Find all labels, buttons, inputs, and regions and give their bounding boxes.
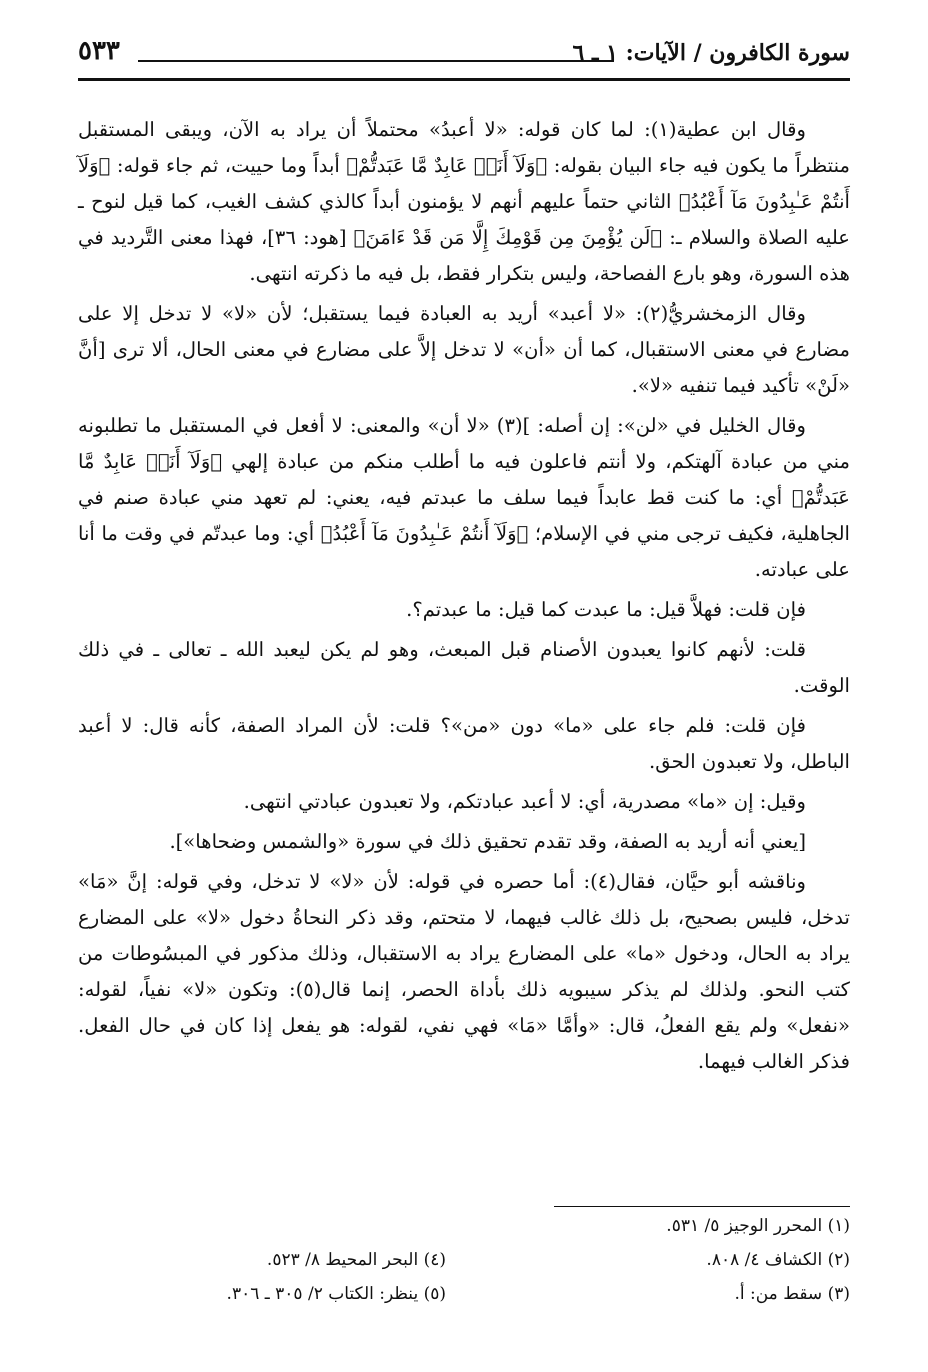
paragraph-question-2: فإن قلت: فلم جاء على «ما» دون «من»؟ قلت: لأن المراد الصفة، كأنه قال: لا أعبد الباطل، ولا تعبدون الحق.	[78, 714, 850, 773]
paragraph-khalil: وقال الخليل في «لن»: إن أصله: ](٣) «لا أن» والمعنى: لا أفعل في المستقبل ما تطلبونه مني من عبادة آلهتكم، ولا أنتم فاعلون فيه ما أطلب منكم من عبادة إلهي ﴿وَلَآ أَنَا۠ عَابِدٌ مَّا عَبَدتُّمْ﴾ أي: ما كنت قط عابداً فيما سلف ما عبدتم فيه، يعني: لم تعهد مني عبادة صنم في الجاهلية، فكيف ترجى مني في الإسلام؛ ﴿وَلَآ أَنتُمْ عَـٰبِدُونَ مَآ أَعْبُدُ﴾ أي: وما عبدتّم في وقت ما أنا على عبادته.	[78, 414, 850, 581]
paragraph-ibn-atiyya: وقال ابن عطية(١): لما كان قوله: «لا أعبدُ» محتملاً أن يراد به الآن، ويبقى المستقبل منتظراً ما يكون فيه جاء البيان بقوله: ﴿وَلَآ أَنَا۠ عَابِدٌ مَّا عَبَدتُّمْ﴾ أبداً وما حييت، ثم جاء قوله: ﴿وَلَآ أَنتُمْ عَـٰبِدُونَ مَآ أَعْبُدُ﴾ الثاني حتماً عليهم أنهم لا يؤمنون أبداً كالذي كشف الغيب، كما قيل لنوح ـ عليه الصلاة والسلام ـ: ﴿لَن يُؤْمِنَ مِن قَوْمِكَ إِلَّا مَن قَدْ ءَامَنَ﴾ [هود: ٣٦]، فهذا معنى التَّرديد في هذه السورة، وهو بارع الفصاحة، وليس بتكرار فقط، بل فيه ما ذكرته انتهى.	[78, 118, 850, 285]
paragraph-masdariyya: وقيل: إن «ما» مصدرية، أي: لا أعبد عبادتكم، ولا تعبدون عبادتي انتهى.	[243, 790, 806, 813]
footnote-4: (٤) البحر المحيط ٨/ ٥٢٣.	[266, 1250, 446, 1270]
footnote-5: (٥) ينظر: الكتاب ٢/ ٣٠٥ ـ ٣٠٦.	[226, 1284, 446, 1304]
footnote-3: (٣) سقط من: أ.	[734, 1284, 850, 1304]
footnotes	[78, 1216, 850, 1326]
header-rule	[138, 60, 614, 62]
paragraph-question-1: فإن قلت: فهلاَّ قيل: ما عبدت كما قيل: ما عبدتم؟.	[406, 598, 806, 621]
paragraph-zamakhshari: وقال الزمخشريُّ(٢): «لا أعبد» أريد به العبادة فيما يستقبل؛ لأن «لا» لا تدخل إلا على مضارع في معنى الاستقبال، كما أن «أن» لا تدخل إلاَّ على مضارع في معنى الحال، ألا ترى [أنَّ «لَنْ» تأكيد فيما تنفيه «لا».	[78, 302, 850, 397]
page-number: ٥٣٣	[78, 36, 120, 66]
main-text	[78, 112, 850, 1084]
paragraph-answer-1: قلت: لأنهم كانوا يعبدون الأصنام قبل المبعث، وهو لم يكن ليعبد الله ـ تعالى ـ في ذلك الوقت.	[78, 638, 850, 697]
paragraph-bracketed-note: [يعني أنه أريد به الصفة، وقد تقدم تحقيق ذلك في سورة «والشمس وضحاها»].	[169, 830, 806, 853]
footnote-2: (٢) الكشاف ٤/ ٨٠٨.	[706, 1250, 850, 1270]
surah-title: سورة الكافرون / الآيات: ١ ـ ٦	[572, 40, 850, 66]
running-header	[78, 30, 850, 90]
header-divider	[78, 78, 850, 81]
footnote-divider	[554, 1206, 850, 1207]
paragraph-abu-hayyan: وناقشه أبو حيَّان، فقال(٤): أما حصره في قوله: لأن «لا» لا تدخل، وفي قوله: إنَّ «مَا» تدخل، فليس بصحيح، بل ذلك غالب فيهما، لا متحتم، وقد ذكر النحاةُ دخول «لا» على المضارع يراد به الحال، ودخول «ما» على المضارع يراد به الاستقبال، وذلك مذكور في المبسُوطات من كتب النحو. ولذلك لم يذكر سيبويه ذلك بأداة الحصر، إنما قال(٥): وتكون «لا» نفياً، لقوله: «نفعل» ولم يقع الفعلُ، قال: «وأمَّا «مَا» فهي نفي، لقوله: هو يفعل إذا كان في حال الفعل. فذكر الغالب فيهما.	[78, 870, 850, 1073]
footnote-1: (١) المحرر الوجيز ٥/ ٥٣١.	[666, 1216, 850, 1236]
